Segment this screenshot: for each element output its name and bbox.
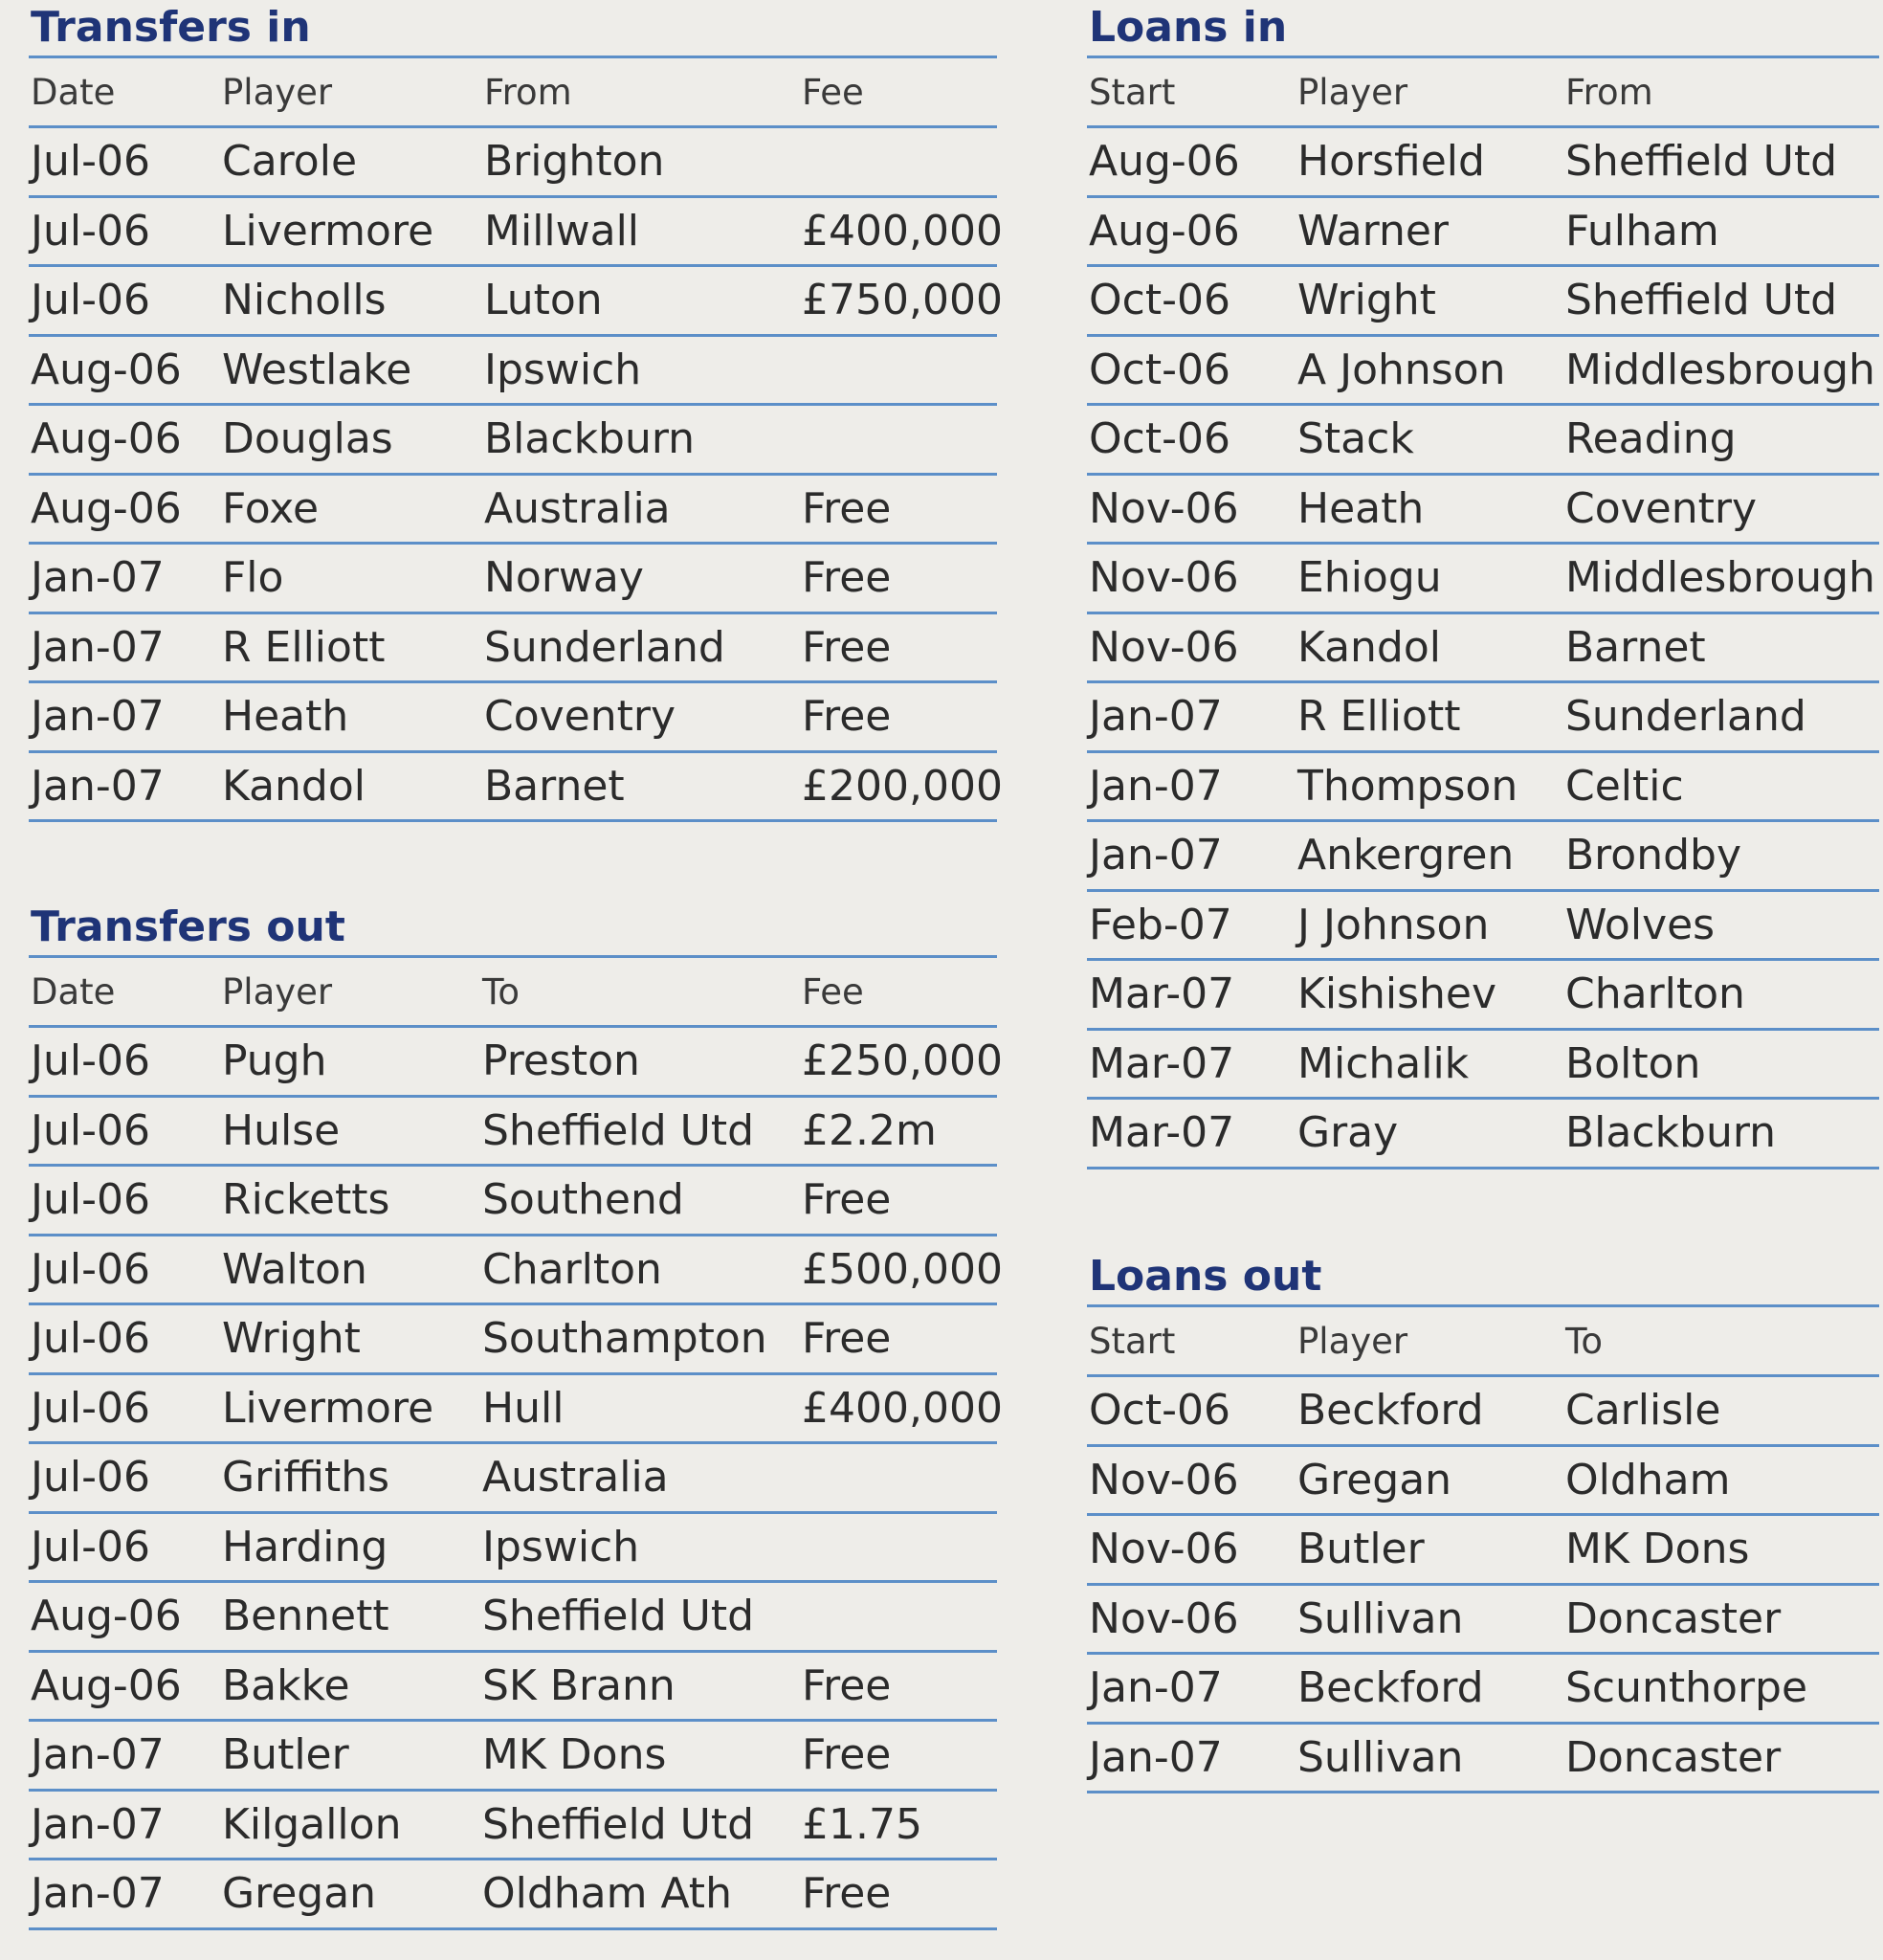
cell-player: R Elliott — [1296, 682, 1563, 752]
cell-player: Ehiogu — [1296, 544, 1563, 613]
cell-to: MK Dons — [480, 1721, 800, 1791]
column-header-player: Player — [1296, 58, 1563, 127]
table-row — [1087, 266, 1879, 336]
cell-date: Aug-06 — [29, 1582, 220, 1652]
cell-fee: Free — [800, 1166, 997, 1236]
table-row — [1087, 1099, 1879, 1169]
table-header-row — [29, 58, 997, 127]
loans-out-section — [1087, 1249, 1879, 1793]
cell-from: Luton — [482, 266, 800, 336]
cell-player: Livermore — [220, 196, 482, 266]
cell-player: Michalik — [1296, 1029, 1563, 1099]
table-header-row — [1087, 58, 1879, 127]
cell-from: Barnet — [1563, 612, 1879, 682]
table-row — [29, 127, 997, 197]
cell-player: Kishishev — [1296, 960, 1563, 1030]
loans-in-section — [1087, 0, 1879, 1169]
table-row — [1087, 1723, 1879, 1793]
cell-fee — [800, 1582, 997, 1652]
table-row — [1087, 751, 1879, 821]
cell-player: Butler — [220, 1721, 480, 1791]
cell-player: Heath — [1296, 474, 1563, 544]
cell-to: Southampton — [480, 1304, 800, 1374]
cell-from: Australia — [482, 474, 800, 544]
cell-player: Gregan — [1296, 1445, 1563, 1515]
column-header-to: To — [1563, 1307, 1879, 1376]
cell-player: Carole — [220, 127, 482, 197]
table-row — [29, 1790, 997, 1860]
cell-player: Stack — [1296, 405, 1563, 475]
cell-fee — [800, 1512, 997, 1582]
cell-fee: £400,000 — [800, 196, 997, 266]
cell-start: Jan-07 — [1087, 751, 1296, 821]
cell-date: Jan-07 — [29, 1790, 220, 1860]
cell-from: Middlesbrough — [1563, 335, 1879, 405]
column-header-start: Start — [1087, 1307, 1296, 1376]
column-header-fee: Fee — [800, 58, 997, 127]
cell-date: Jul-06 — [29, 1443, 220, 1513]
table-row — [1087, 612, 1879, 682]
cell-player: Butler — [1296, 1515, 1563, 1585]
cell-date: Aug-06 — [29, 1651, 220, 1721]
cell-fee: Free — [800, 612, 997, 682]
table-row — [1087, 1376, 1879, 1446]
cell-date: Jan-07 — [29, 544, 220, 613]
cell-start: Nov-06 — [1087, 612, 1296, 682]
cell-date: Jan-07 — [29, 751, 220, 821]
cell-fee: £250,000 — [800, 1027, 997, 1097]
table-row — [29, 1235, 997, 1304]
table-row — [29, 1096, 997, 1166]
cell-player: Sullivan — [1296, 1584, 1563, 1654]
cell-from: Wolves — [1563, 890, 1879, 960]
loans-in-table — [1087, 58, 1879, 1169]
table-row — [29, 1027, 997, 1097]
cell-from: Fulham — [1563, 196, 1879, 266]
cell-fee: £200,000 — [800, 751, 997, 821]
column-header-to: To — [480, 958, 800, 1027]
cell-start: Mar-07 — [1087, 960, 1296, 1030]
table-row — [1087, 474, 1879, 544]
cell-from: Blackburn — [1563, 1099, 1879, 1169]
cell-fee: Free — [800, 544, 997, 613]
table-row — [29, 612, 997, 682]
cell-player: Kandol — [220, 751, 482, 821]
cell-from: Blackburn — [482, 405, 800, 475]
cell-player: Sullivan — [1296, 1723, 1563, 1793]
cell-from: Brighton — [482, 127, 800, 197]
cell-fee — [800, 405, 997, 475]
cell-date: Jul-06 — [29, 1373, 220, 1443]
cell-start: Nov-06 — [1087, 474, 1296, 544]
cell-player: Griffiths — [220, 1443, 480, 1513]
cell-player: Beckford — [1296, 1376, 1563, 1446]
cell-from: Coventry — [1563, 474, 1879, 544]
cell-player: Douglas — [220, 405, 482, 475]
table-row — [1087, 544, 1879, 613]
table-header-row — [29, 958, 997, 1027]
table-row — [1087, 1445, 1879, 1515]
table-header-row — [1087, 1307, 1879, 1376]
transfers-in-table — [29, 58, 1003, 822]
cell-fee — [800, 1443, 997, 1513]
cell-player: Walton — [220, 1235, 480, 1304]
transfers-out-table — [29, 958, 1003, 1930]
cell-start: Nov-06 — [1087, 1445, 1296, 1515]
cell-from: Sunderland — [1563, 682, 1879, 752]
cell-date: Jul-06 — [29, 1512, 220, 1582]
column-header-date: Date — [29, 58, 220, 127]
cell-date: Jul-06 — [29, 1096, 220, 1166]
table-row — [1087, 405, 1879, 475]
cell-player: Wright — [1296, 266, 1563, 336]
table-row — [1087, 890, 1879, 960]
cell-player: Heath — [220, 682, 482, 752]
cell-fee — [800, 127, 997, 197]
table-row — [29, 682, 997, 752]
table-row — [29, 266, 997, 336]
cell-start: Oct-06 — [1087, 405, 1296, 475]
cell-date: Aug-06 — [29, 405, 220, 475]
cell-to: Oldham Ath — [480, 1860, 800, 1929]
table-row — [1087, 1515, 1879, 1585]
cell-from: Barnet — [482, 751, 800, 821]
cell-start: Feb-07 — [1087, 890, 1296, 960]
cell-date: Jan-07 — [29, 1860, 220, 1929]
cell-player: Harding — [220, 1512, 480, 1582]
cell-start: Mar-07 — [1087, 1029, 1296, 1099]
cell-fee: Free — [800, 1860, 997, 1929]
table-row — [1087, 682, 1879, 752]
transfers-out-title: Transfers out — [29, 900, 997, 958]
table-row — [29, 751, 997, 821]
cell-start: Jan-07 — [1087, 821, 1296, 891]
cell-from: Brondby — [1563, 821, 1879, 891]
cell-fee: Free — [800, 1651, 997, 1721]
cell-fee: £2.2m — [800, 1096, 997, 1166]
cell-start: Oct-06 — [1087, 335, 1296, 405]
cell-to: Sheffield Utd — [480, 1096, 800, 1166]
cell-player: Gregan — [220, 1860, 480, 1929]
table-row — [29, 335, 997, 405]
cell-from: Ipswich — [482, 335, 800, 405]
table-row — [29, 1651, 997, 1721]
cell-from: Charlton — [1563, 960, 1879, 1030]
cell-date: Jul-06 — [29, 1304, 220, 1374]
cell-player: Pugh — [220, 1027, 480, 1097]
transfers-in-section — [29, 0, 1003, 822]
table-row — [29, 1512, 997, 1582]
cell-player: Kandol — [1296, 612, 1563, 682]
cell-to: Charlton — [480, 1235, 800, 1304]
table-row — [29, 1582, 997, 1652]
cell-player: Horsfield — [1296, 127, 1563, 197]
cell-to: Carlisle — [1563, 1376, 1879, 1446]
column-header-player: Player — [220, 58, 482, 127]
cell-fee — [800, 335, 997, 405]
table-row — [1087, 196, 1879, 266]
cell-player: J Johnson — [1296, 890, 1563, 960]
cell-fee: Free — [800, 474, 997, 544]
cell-from: Millwall — [482, 196, 800, 266]
transfers-in-title: Transfers in — [29, 0, 997, 58]
cell-to: Southend — [480, 1166, 800, 1236]
cell-date: Jul-06 — [29, 196, 220, 266]
cell-to: Hull — [480, 1373, 800, 1443]
cell-player: Nicholls — [220, 266, 482, 336]
cell-from: Norway — [482, 544, 800, 613]
cell-player: A Johnson — [1296, 335, 1563, 405]
cell-start: Jan-07 — [1087, 1723, 1296, 1793]
table-row — [29, 544, 997, 613]
cell-to: Preston — [480, 1027, 800, 1097]
cell-player: Kilgallon — [220, 1790, 480, 1860]
table-row — [29, 405, 997, 475]
cell-start: Aug-06 — [1087, 127, 1296, 197]
cell-start: Jan-07 — [1087, 1654, 1296, 1724]
cell-date: Jul-06 — [29, 1166, 220, 1236]
cell-player: Hulse — [220, 1096, 480, 1166]
cell-fee: £750,000 — [800, 266, 997, 336]
cell-fee: £400,000 — [800, 1373, 997, 1443]
cell-fee: Free — [800, 1721, 997, 1791]
cell-player: Wright — [220, 1304, 480, 1374]
cell-date: Jan-07 — [29, 682, 220, 752]
cell-to: Doncaster — [1563, 1584, 1879, 1654]
cell-date: Aug-06 — [29, 335, 220, 405]
cell-from: Coventry — [482, 682, 800, 752]
column-header-fee: Fee — [800, 958, 997, 1027]
table-row — [1087, 960, 1879, 1030]
table-row — [29, 196, 997, 266]
table-row — [1087, 335, 1879, 405]
cell-start: Oct-06 — [1087, 1376, 1296, 1446]
table-row — [29, 1304, 997, 1374]
column-header-from: From — [482, 58, 800, 127]
cell-start: Nov-06 — [1087, 1584, 1296, 1654]
column-header-player: Player — [1296, 1307, 1563, 1376]
transfers-out-section — [29, 900, 1003, 1930]
cell-from: Celtic — [1563, 751, 1879, 821]
cell-player: Thompson — [1296, 751, 1563, 821]
cell-date: Jul-06 — [29, 1027, 220, 1097]
loans-out-table — [1087, 1307, 1879, 1793]
cell-to: MK Dons — [1563, 1515, 1879, 1585]
cell-start: Aug-06 — [1087, 196, 1296, 266]
table-row — [29, 1373, 997, 1443]
cell-player: Livermore — [220, 1373, 480, 1443]
table-row — [1087, 1029, 1879, 1099]
cell-fee: Free — [800, 682, 997, 752]
loans-in-title: Loans in — [1087, 0, 1879, 58]
cell-player: Gray — [1296, 1099, 1563, 1169]
cell-player: Ricketts — [220, 1166, 480, 1236]
cell-date: Jul-06 — [29, 266, 220, 336]
cell-from: Bolton — [1563, 1029, 1879, 1099]
column-header-from: From — [1563, 58, 1879, 127]
cell-to: Scunthorpe — [1563, 1654, 1879, 1724]
cell-fee: £500,000 — [800, 1235, 997, 1304]
cell-to: Oldham — [1563, 1445, 1879, 1515]
cell-start: Nov-06 — [1087, 544, 1296, 613]
cell-fee: £1.75 — [800, 1790, 997, 1860]
table-row — [1087, 127, 1879, 197]
cell-start: Oct-06 — [1087, 266, 1296, 336]
table-row — [29, 1860, 997, 1929]
cell-from: Sunderland — [482, 612, 800, 682]
cell-from: Sheffield Utd — [1563, 127, 1879, 197]
cell-date: Aug-06 — [29, 474, 220, 544]
table-row — [29, 1166, 997, 1236]
cell-to: Australia — [480, 1443, 800, 1513]
column-header-player: Player — [220, 958, 480, 1027]
cell-start: Jan-07 — [1087, 682, 1296, 752]
column-header-date: Date — [29, 958, 220, 1027]
cell-from: Middlesbrough — [1563, 544, 1879, 613]
cell-date: Jan-07 — [29, 1721, 220, 1791]
table-row — [29, 474, 997, 544]
table-row — [1087, 1654, 1879, 1724]
cell-player: Bakke — [220, 1651, 480, 1721]
cell-start: Nov-06 — [1087, 1515, 1296, 1585]
column-header-start: Start — [1087, 58, 1296, 127]
cell-to: Sheffield Utd — [480, 1582, 800, 1652]
table-row — [1087, 821, 1879, 891]
cell-to: Doncaster — [1563, 1723, 1879, 1793]
cell-to: Sheffield Utd — [480, 1790, 800, 1860]
cell-player: Flo — [220, 544, 482, 613]
cell-date: Jul-06 — [29, 127, 220, 197]
cell-to: SK Brann — [480, 1651, 800, 1721]
cell-from: Sheffield Utd — [1563, 266, 1879, 336]
cell-to: Ipswich — [480, 1512, 800, 1582]
cell-start: Mar-07 — [1087, 1099, 1296, 1169]
cell-player: Bennett — [220, 1582, 480, 1652]
cell-player: Westlake — [220, 335, 482, 405]
cell-date: Jan-07 — [29, 612, 220, 682]
table-row — [1087, 1584, 1879, 1654]
loans-out-title: Loans out — [1087, 1249, 1879, 1307]
cell-fee: Free — [800, 1304, 997, 1374]
cell-player: Ankergren — [1296, 821, 1563, 891]
cell-date: Jul-06 — [29, 1235, 220, 1304]
cell-player: R Elliott — [220, 612, 482, 682]
table-row — [29, 1443, 997, 1513]
cell-from: Reading — [1563, 405, 1879, 475]
cell-player: Warner — [1296, 196, 1563, 266]
cell-player: Beckford — [1296, 1654, 1563, 1724]
table-row — [29, 1721, 997, 1791]
cell-player: Foxe — [220, 474, 482, 544]
